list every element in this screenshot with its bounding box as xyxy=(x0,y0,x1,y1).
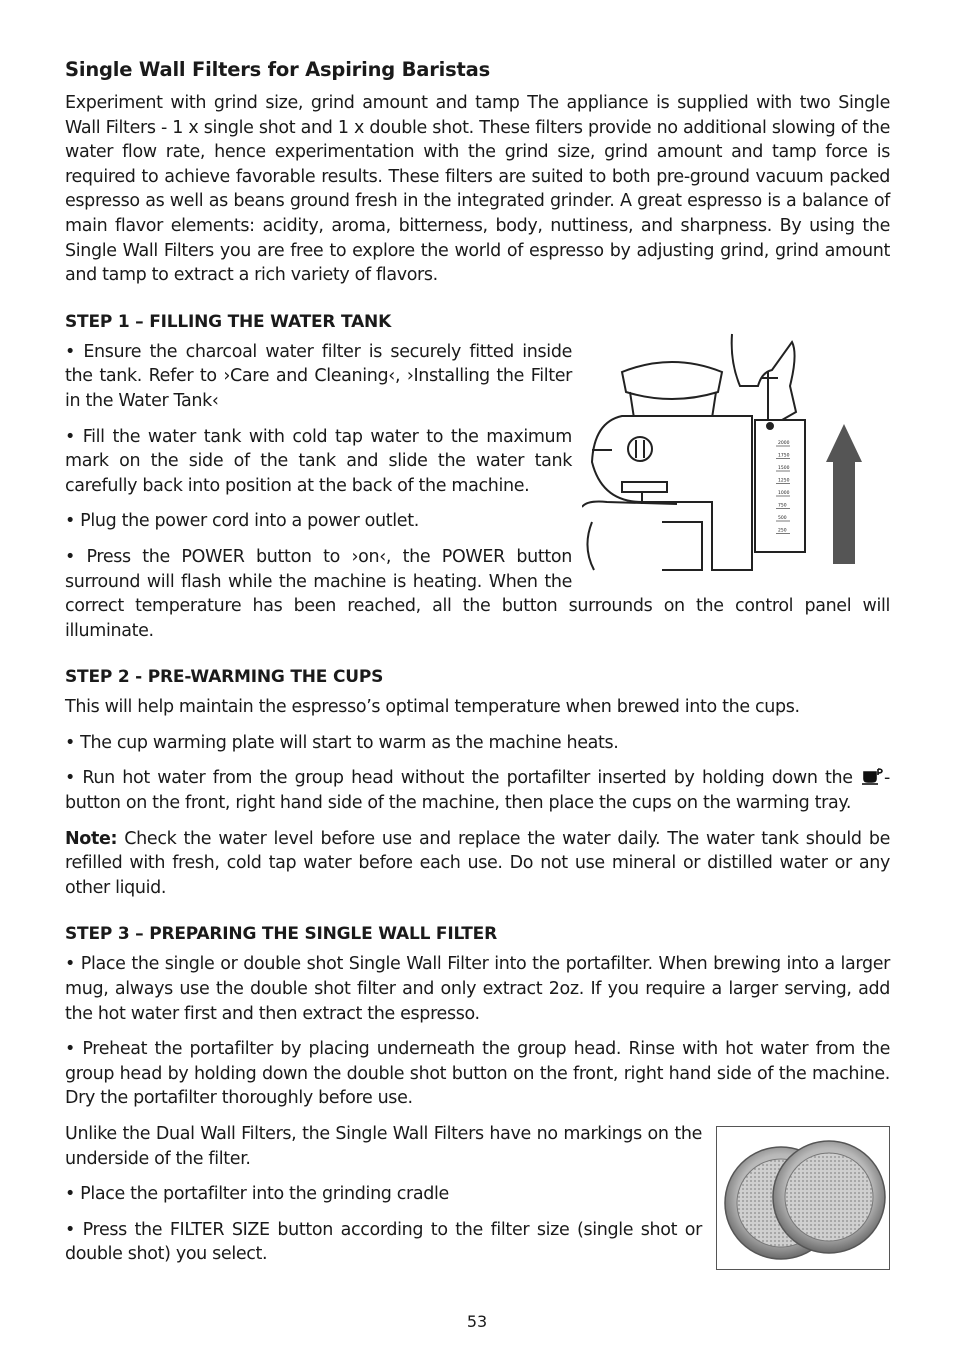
step-3-bullet-2: • Preheat the portafilter by placing underneath the group head. Rinse with hot water from the group head by holding down the double shot button on the front, right hand side of the machine. Dry the portafilter thoroughly before use. xyxy=(65,1039,890,1109)
step-2-section xyxy=(65,667,890,900)
step-2-bullet-1: • The cup warming plate will start to warm as the machine heats. xyxy=(65,732,619,753)
step-3-bullet-1: • Place the single or double shot Single Wall Filter into the portafilter. When brewing into a larger mug, always use the double shot filter and only extract 2oz. If you require a larger serving, add the hot water first and then extract the espresso. xyxy=(65,954,890,1024)
single-wall-filters-photo xyxy=(716,1126,890,1270)
step-3-paragraph: Unlike the Dual Wall Filters, the Single Wall Filters have no markings on the underside of the filter. xyxy=(65,1124,702,1169)
page-title: Single Wall Filters for Aspiring Baristas xyxy=(65,58,491,81)
step-1-bullet-1: • Ensure the charcoal water filter is securely fitted inside the tank. Refer to ›Care and Cleaning‹, ›Installing the Filter in the Water Tank‹ xyxy=(65,341,572,411)
step-3-bullet-4: • Press the FILTER SIZE button according to the filter size (single shot or double shot) you select. xyxy=(65,1219,702,1265)
step-1-bullet-4: • Press the POWER button to ›on‹, the POWER button surround will flash while the machine is heating. When the correct temperature has been reached, all the button surrounds on the control panel will illuminate. xyxy=(65,546,890,641)
step-3-section xyxy=(65,924,890,1267)
tank-level-mark: 1000 xyxy=(778,490,790,496)
manual-page xyxy=(65,58,890,1291)
note-text: Check the water level before use and replace the water daily. The water tank should be refilled with fresh, cold tap water before each use. Do not use mineral or distilled water or any other liquid. xyxy=(65,828,890,898)
step-2-note xyxy=(65,827,890,901)
step-1-heading: STEP 1 – FILLING THE WATER TANK xyxy=(65,311,392,332)
tank-level-mark: 250 xyxy=(778,528,787,534)
step-1-section xyxy=(65,312,890,644)
page-number: 53 xyxy=(466,1312,488,1331)
note-label: Note: xyxy=(65,828,118,849)
tank-level-mark: 1250 xyxy=(778,478,790,484)
step-3-heading: STEP 3 – PREPARING THE SINGLE WALL FILTER xyxy=(65,924,497,945)
step-2-bullet-2-after-icon: -button on the front, right hand side of the machine, then place the cups on the warming tray. xyxy=(65,768,890,814)
tank-level-mark: 500 xyxy=(778,515,787,521)
step-2-bullet-2 xyxy=(65,766,890,815)
tank-level-mark: 1500 xyxy=(778,465,790,471)
step-2-heading: STEP 2 - PRE-WARMING THE CUPS xyxy=(65,667,384,688)
tank-level-mark: 750 xyxy=(778,503,787,509)
hot-water-cup-icon xyxy=(860,767,884,785)
step-2-intro: This will help maintain the espresso’s optimal temperature when brewed into the cups. xyxy=(65,697,800,718)
step-1-bullet-3: • Plug the power cord into a power outlet. xyxy=(65,511,419,532)
step-3-bullet-3: • Place the portafilter into the grinding cradle xyxy=(65,1184,449,1205)
tank-level-mark: 1750 xyxy=(778,453,790,459)
intro-paragraph: Experiment with grind size, grind amount and tamp The appliance is supplied with two Single Wall Filters - 1 x single shot and 1 x double shot. These filters provide no additional slowing of the water flow rate, hence experimentation with the grind size, grind amount and tamp force is required to achieve favorable results. These filters are suited to both pre-ground vacuum packed espresso as well as beans ground fresh in the integrated grinder. A great espresso is a balance of main flavor elements: acidity, aroma, bitterness, body, nuttiness, and sharpness. By using the Single Wall Filters you are free to explore the world of espresso by adjusting grind, grind amount and tamp to extract a rich variety of flavors. xyxy=(65,93,890,286)
step-2-bullet-2-before-icon: • Run hot water from the group head without the portafilter inserted by holding down the xyxy=(65,768,861,789)
water-tank-illustration xyxy=(582,332,890,572)
step-1-bullet-2: • Fill the water tank with cold tap water to the maximum mark on the side of the tank and slide the water tank carefully back into position at the back of the machine. xyxy=(65,426,572,496)
tank-level-mark: 2000 xyxy=(778,440,790,446)
